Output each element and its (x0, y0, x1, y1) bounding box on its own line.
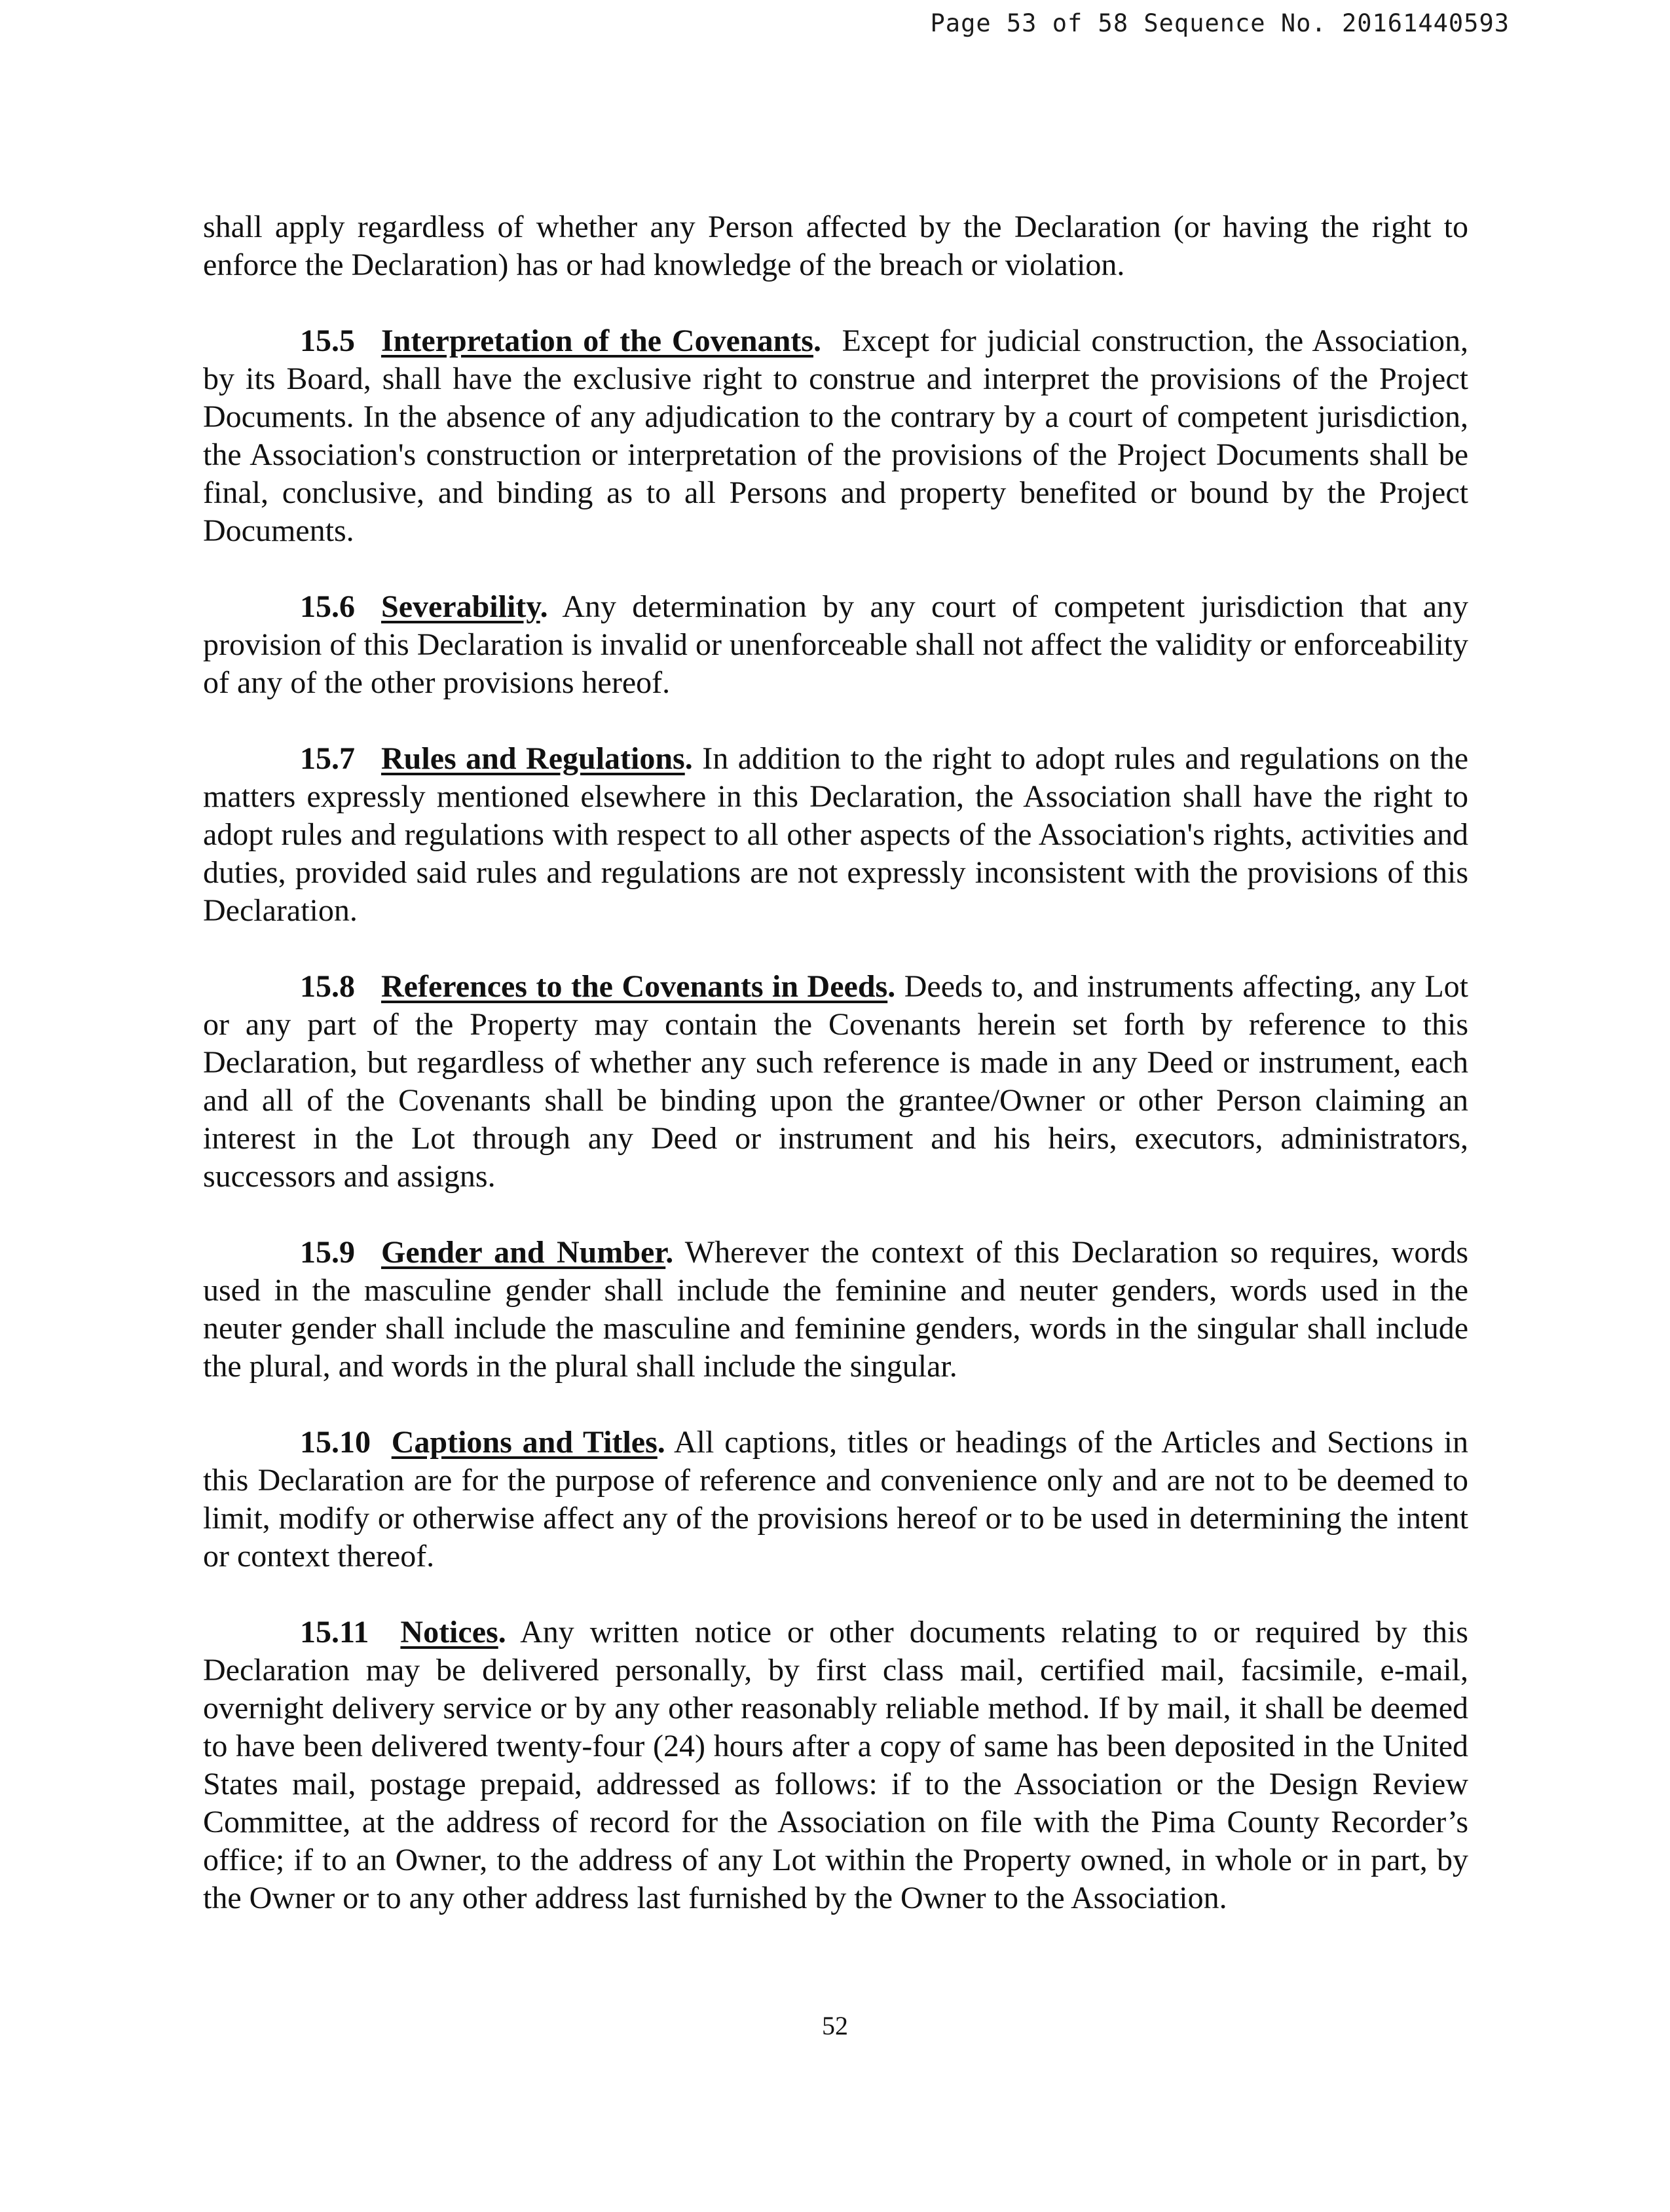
section-title: Notices (400, 1615, 498, 1650)
section-text: Except for judicial construction, the Association, by its Board, shall have the exclusive right to construe and interpret the provisions of the Project Documents. In the absence of any adjudication to the contrary by a court of competent jurisdiction, the Association's construction or interpretation of the provisions of the Project Documents shall be final, conclusive, and binding as to all Persons and property benefited or bound by the Project Documents. (203, 323, 1468, 548)
section-text: In addition to the right to adopt rules and regulations on the matters expressly mentioned elsewhere in this Declaration, the Association shall have the right to adopt rules and regulations with respect to all other aspects of the Association's rights, activities and duties, provided said rules and regulations are not expressly inconsistent with the provisions of this Declaration. (203, 741, 1469, 928)
section-title: Captions and Titles (391, 1425, 658, 1460)
section-text: All captions, titles or headings of the Articles and Sections in this Declaration are for the purpose of reference and convenience only and are not to be deemed to limit, modify or otherwise affect any of the provisions hereof or to be used in determining the intent or context thereof. (203, 1425, 1469, 1574)
page-number: 52 (822, 2011, 848, 2040)
document-body (203, 208, 1468, 1955)
section-15-9: 15.9 Gender and Number. Wherever the context of this Declaration so requires, words used in the masculine gender shall include the feminine and neuter genders, words used in the neuter gender shall include the masculine and feminine genders, words in the singular shall include the plural, and words in the plural shall include the singular. (203, 1235, 1468, 1384)
section-number: 15.11 (300, 1615, 369, 1650)
section-text: Wherever the context of this Declaration so requires, words used in the masculine gender shall include the feminine and neuter genders, words used in the neuter gender shall include the masculine and feminine genders, words in the singular shall include the plural, and words in the plural shall include the singular. (203, 1235, 1468, 1384)
continuation-paragraph: shall apply regardless of whether any Person affected by the Declaration (or having the right to enforce the Declaration) has or had knowledge of the breach or violation. (203, 210, 1468, 282)
section-15-10: 15.10 Captions and Titles. All captions, titles or headings of the Articles and Sections in this Declaration are for the purpose of reference and convenience only and are not to be deemed to limit, modify or otherwise affect any of the provisions hereof or to be used in determining the intent or context thereof. (203, 1425, 1469, 1574)
section-title: Rules and Regulations (381, 741, 685, 776)
section-number: 15.6 (300, 589, 355, 624)
section-number: 15.8 (300, 969, 355, 1004)
section-title: Gender and Number (381, 1235, 666, 1270)
section-number: 15.10 (300, 1425, 371, 1460)
section-number: 15.5 (300, 323, 355, 358)
section-15-6: 15.6 Severability. Any determination by any court of competent jurisdiction that any provision of this Declaration is invalid or unenforceable shall not affect the validity or enforceability of any of the other provisions hereof. (203, 589, 1468, 700)
section-title: References to the Covenants in Deeds (381, 969, 888, 1004)
section-15-5: 15.5 Interpretation of the Covenants. Except for judicial construction, the Association, by its Board, shall have the exclusive right to construe and interpret the provisions of the Project Documents. In the absence of any adjudication to the contrary by a court of competent jurisdiction, the Association's construction or interpretation of the provisions of the Project Documents shall be final, conclusive, and binding as to all Persons and property benefited or bound by the Project Documents. (203, 323, 1468, 548)
section-15-7: 15.7 Rules and Regulations. In addition to the right to adopt rules and regulations on the matters expressly mentioned elsewhere in this Declaration, the Association shall have the right to adopt rules and regulations with respect to all other aspects of the Association's rights, activities and duties, provided said rules and regulations are not expressly inconsistent with the provisions of this Declaration. (203, 741, 1469, 928)
section-title: Interpretation of the Covenants (381, 323, 813, 358)
page-header: Page 53 of 58 Sequence No. 20161440593 (930, 9, 1510, 37)
section-15-8: 15.8 References to the Covenants in Deeds. Deeds to, and instruments affecting, any Lot or any part of the Property may contain the Covenants herein set forth by reference to this Declaration, but regardless of whether any such reference is made in any Deed or instrument, each and all of the Covenants shall be binding upon the grantee/Owner or other Person claiming an interest in the Lot through any Deed or instrument and his heirs, executors, administrators, successors and assigns. (203, 969, 1469, 1194)
section-text: Any written notice or other documents relating to or required by this Declaration may be delivered personally, by first class mail, certified mail, facsimile, e-mail, overnight delivery service or by any other reasonably reliable method. If by mail, it shall be deemed to have been delivered twenty-four (24) hours after a copy of same has been deposited in the United States mail, postage prepaid, addressed as follows: if to the Association or the Design Review Committee, at the address of record for the Association on file with the Pima County Recorder’s office; if to an Owner, to the address of any Lot within the Property owned, in whole or in part, by the Owner or to any other address last furnished by the Owner to the Association. (203, 1615, 1468, 1915)
section-15-11: 15.11 Notices. Any written notice or other documents relating to or required by this Declaration may be delivered personally, by first class mail, certified mail, facsimile, e-mail, overnight delivery service or by any other reasonably reliable method. If by mail, it shall be deemed to have been delivered twenty-four (24) hours after a copy of same has been deposited in the United States mail, postage prepaid, addressed as follows: if to the Association or the Design Review Committee, at the address of record for the Association on file with the Pima County Recorder’s office; if to an Owner, to the address of any Lot within the Property owned, in whole or in part, by the Owner or to any other address last furnished by the Owner to the Association. (203, 1615, 1468, 1915)
section-title: Severability (381, 589, 540, 624)
section-number: 15.7 (300, 741, 355, 776)
section-text: Deeds to, and instruments affecting, any Lot or any part of the Property may contain the Covenants herein set forth by reference to this Declaration, but regardless of whether any such reference is made in any Deed or instrument, each and all of the Covenants shall be binding upon the grantee/Owner or other Person claiming an interest in the Lot through any Deed or instrument and his heirs, executors, administrators, successors and assigns. (203, 969, 1469, 1194)
section-text: Any determination by any court of competent jurisdiction that any provision of this Declaration is invalid or unenforceable shall not affect the validity or enforceability of any of the other provisions hereof. (203, 589, 1468, 700)
section-number: 15.9 (300, 1235, 355, 1270)
